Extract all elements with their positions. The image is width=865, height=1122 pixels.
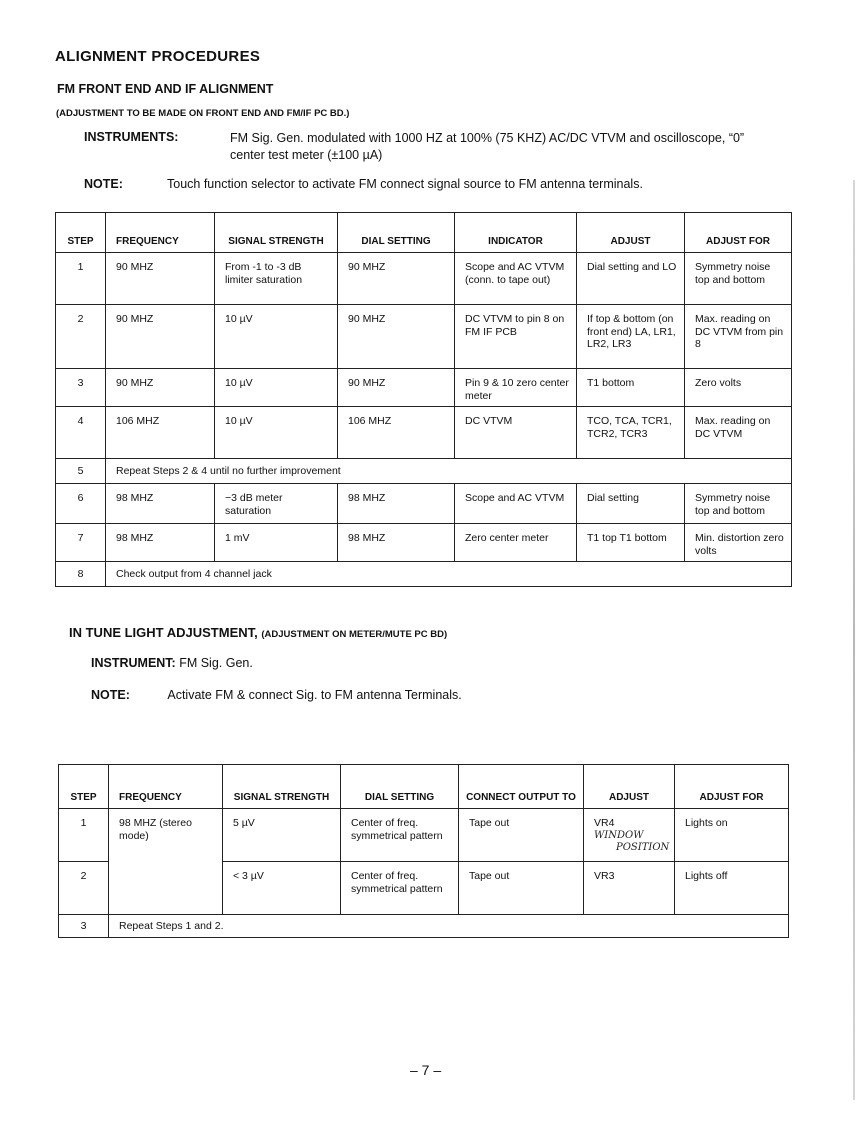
step-cell: 2: [59, 862, 109, 915]
dial-cell: 98 MHZ: [338, 524, 455, 562]
header-frequency: FREQUENCY: [109, 765, 223, 809]
connect-cell: Tape out: [459, 809, 584, 862]
dial-cell: Center of freq. symmetrical pattern: [341, 809, 459, 862]
adjust-cell: Dial setting: [577, 484, 685, 524]
step-cell: 3: [59, 915, 109, 938]
handwritten-note-2: POSITION: [616, 841, 670, 853]
instrument-text: FM Sig. Gen.: [179, 656, 253, 670]
table-row: [56, 484, 792, 524]
header-dial: DIAL SETTING: [341, 765, 459, 809]
note2-block: [91, 688, 462, 702]
adjust-for-cell: Max. reading on DC VTVM: [685, 407, 792, 459]
signal-cell: −3 dB meter saturation: [215, 484, 338, 524]
section1-subheading: (ADJUSTMENT TO BE MADE ON FRONT END AND FM/IF PC BD.): [56, 108, 350, 119]
adjust-cell: VR3: [584, 862, 675, 915]
indicator-cell: DC VTVM: [455, 407, 577, 459]
frequency-cell: 98 MHZ: [106, 484, 215, 524]
note-text: Touch function selector to activate FM connect signal source to FM antenna terminals.: [167, 177, 643, 191]
step-cell: 3: [56, 369, 106, 407]
header-step: STEP: [59, 765, 109, 809]
page-title: ALIGNMENT PROCEDURES: [55, 48, 261, 65]
instrument-label: INSTRUMENT:: [91, 656, 176, 670]
handwritten-note-1: WINDOW: [594, 829, 644, 841]
dial-cell: 90 MHZ: [338, 253, 455, 305]
indicator-cell: Zero center meter: [455, 524, 577, 562]
header-indicator: INDICATOR: [455, 213, 577, 253]
step-cell: 1: [59, 809, 109, 862]
adjust-for-cell: Lights off: [675, 862, 789, 915]
dial-cell: Center of freq. symmetrical pattern: [341, 862, 459, 915]
adjust-cell: [584, 809, 675, 862]
section2-heading-text: IN TUNE LIGHT ADJUSTMENT,: [69, 625, 258, 640]
header-dial: DIAL SETTING: [338, 213, 455, 253]
table-row: [56, 305, 792, 369]
table-row: [56, 407, 792, 459]
table-row: [56, 459, 792, 484]
frequency-cell: 106 MHZ: [106, 407, 215, 459]
span-cell: Repeat Steps 2 & 4 until no further improvement: [106, 459, 792, 484]
step-cell: 2: [56, 305, 106, 369]
table-row: [59, 915, 789, 938]
header-adjust: ADJUST: [577, 213, 685, 253]
adjust-cell: TCO, TCA, TCR1, TCR2, TCR3: [577, 407, 685, 459]
adjust-cell: Dial setting and LO: [577, 253, 685, 305]
fm-alignment-table: [55, 212, 792, 587]
adjust-for-cell: Symmetry noise top and bottom: [685, 484, 792, 524]
note2-text: Activate FM & connect Sig. to FM antenna Terminals.: [167, 688, 462, 702]
header-step: STEP: [56, 213, 106, 253]
adjust-for-cell: Symmetry noise top and bottom: [685, 253, 792, 305]
connect-cell: Tape out: [459, 862, 584, 915]
step-cell: 4: [56, 407, 106, 459]
signal-cell: < 3 µV: [223, 862, 341, 915]
section1-heading: FM FRONT END AND IF ALIGNMENT: [57, 82, 274, 96]
note-label: NOTE:: [84, 177, 123, 191]
instruments-label: INSTRUMENTS:: [84, 130, 179, 144]
instrument-block: [91, 656, 253, 670]
dial-cell: 90 MHZ: [338, 305, 455, 369]
adjust-for-cell: Lights on: [675, 809, 789, 862]
adjust-for-cell: Min. distortion zero volts: [685, 524, 792, 562]
frequency-cell: 90 MHZ: [106, 253, 215, 305]
table-row: [56, 253, 792, 305]
scan-edge-line: [853, 180, 855, 1100]
table-row: [56, 524, 792, 562]
signal-cell: 5 µV: [223, 809, 341, 862]
table-row: [59, 809, 789, 862]
span-cell: Check output from 4 channel jack: [106, 562, 792, 587]
step-cell: 1: [56, 253, 106, 305]
indicator-cell: DC VTVM to pin 8 on FM IF PCB: [455, 305, 577, 369]
header-signal: SIGNAL STRENGTH: [215, 213, 338, 253]
adjust-cell: T1 bottom: [577, 369, 685, 407]
signal-cell: From -1 to -3 dB limiter saturation: [215, 253, 338, 305]
section2-heading-note: (ADJUSTMENT ON METER/MUTE PC BD): [261, 629, 448, 640]
header-adjust: ADJUST: [584, 765, 675, 809]
note2-label: NOTE:: [91, 688, 130, 702]
table-header-row: [59, 765, 789, 809]
frequency-cell: 98 MHZ: [106, 524, 215, 562]
indicator-cell: Pin 9 & 10 zero center meter: [455, 369, 577, 407]
header-adjust-for: ADJUST FOR: [685, 213, 792, 253]
step-cell: 8: [56, 562, 106, 587]
dial-cell: 106 MHZ: [338, 407, 455, 459]
signal-cell: 10 µV: [215, 305, 338, 369]
adjust-value: VR4: [594, 817, 615, 829]
header-frequency: FREQUENCY: [106, 213, 215, 253]
instruments-text: FM Sig. Gen. modulated with 1000 HZ at 100% (75 KHZ) AC/DC VTVM and oscilloscope, “0” center test meter (±100 µA): [230, 131, 745, 162]
frequency-cell: 90 MHZ: [106, 369, 215, 407]
dial-cell: 98 MHZ: [338, 484, 455, 524]
signal-cell: 1 mV: [215, 524, 338, 562]
adjust-for-cell: Max. reading on DC VTVM from pin 8: [685, 305, 792, 369]
adjust-for-cell: Zero volts: [685, 369, 792, 407]
signal-cell: 10 µV: [215, 369, 338, 407]
header-adjust-for: ADJUST FOR: [675, 765, 789, 809]
table-row: [56, 562, 792, 587]
in-tune-light-table: [58, 764, 789, 938]
indicator-cell: Scope and AC VTVM (conn. to tape out): [455, 253, 577, 305]
step-cell: 6: [56, 484, 106, 524]
header-signal: SIGNAL STRENGTH: [223, 765, 341, 809]
adjust-cell: T1 top T1 bottom: [577, 524, 685, 562]
dial-cell: 90 MHZ: [338, 369, 455, 407]
step-cell: 7: [56, 524, 106, 562]
page-number: – 7 –: [410, 1062, 442, 1078]
adjust-cell: If top & bottom (on front end) LA, LR1, LR2, LR3: [577, 305, 685, 369]
table-header-row: [56, 213, 792, 253]
signal-cell: 10 µV: [215, 407, 338, 459]
section2-heading: [69, 625, 447, 640]
table-row: [56, 369, 792, 407]
frequency-cell: 98 MHZ (stereo mode): [109, 809, 223, 915]
span-cell: Repeat Steps 1 and 2.: [109, 915, 789, 938]
frequency-cell: 90 MHZ: [106, 305, 215, 369]
header-connect: CONNECT OUTPUT TO: [459, 765, 584, 809]
indicator-cell: Scope and AC VTVM: [455, 484, 577, 524]
step-cell: 5: [56, 459, 106, 484]
